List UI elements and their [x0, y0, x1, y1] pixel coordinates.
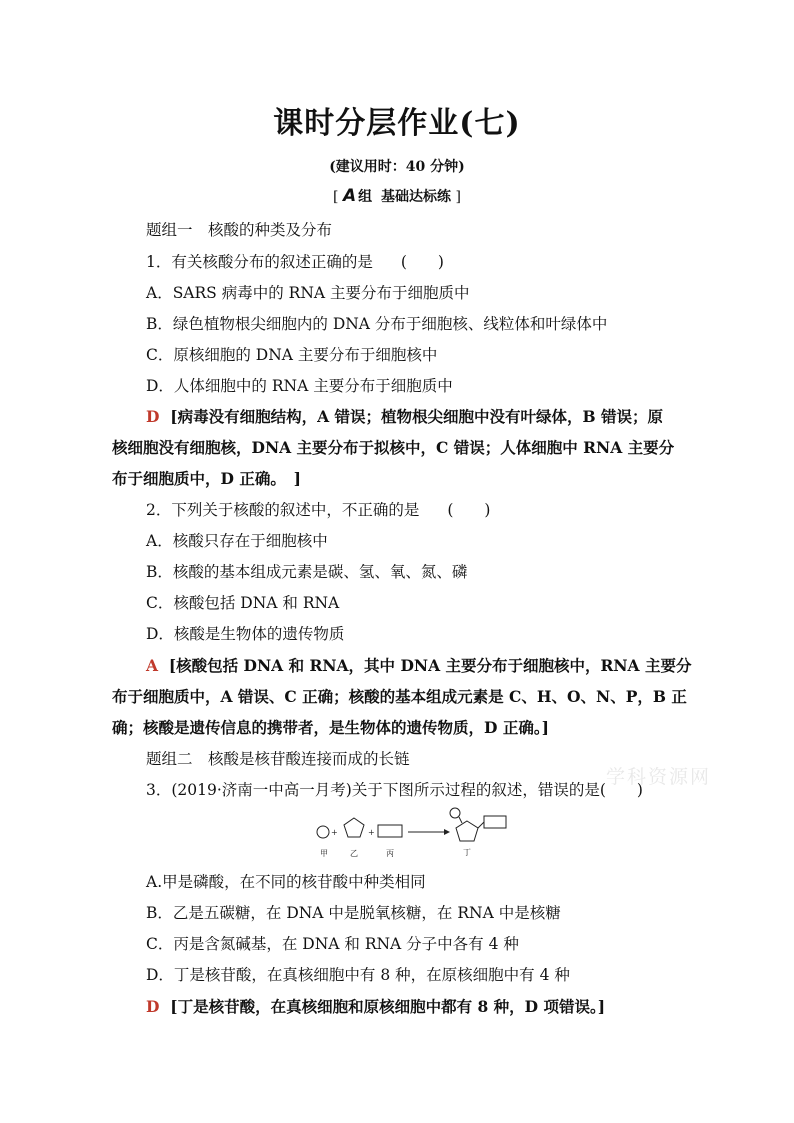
answer-2-line-1 [146, 654, 720, 676]
answer-1-line-3: 布于细胞质中，D 正确。 ] [112, 469, 301, 488]
answer-paren: ( ) [400, 253, 444, 271]
question-stem-text: 2．下列关于核酸的叙述中，不正确的是 [146, 501, 420, 519]
answer-2-line-2: 布于细胞质中，A 错误、C 正确；核酸的基本组成元素是 C、H、O、N、P，B 正 [112, 687, 687, 706]
phosphate-circle [317, 826, 329, 838]
answer-2-line-3: 确；核酸是遗传信息的携带者，是生物体的遗传物质，D 正确。] [112, 718, 549, 737]
question-stem-text: 1．有关核酸分布的叙述正确的是 [146, 253, 373, 271]
label-jia: 甲 [320, 849, 328, 858]
answer-letter: A [146, 656, 159, 675]
nucleotide-diagram [312, 806, 512, 866]
answer-1-line-2: 核细胞没有细胞核，DNA 主要分布于拟核中，C 错误；人体细胞中 RNA 主要分 [112, 438, 675, 457]
base-rectangle [378, 825, 402, 837]
watermark: 学科资源网 [606, 766, 712, 788]
answer-paren: ( ) [447, 501, 491, 519]
group-banner [0, 186, 794, 206]
answer-text: [核酸包括 DNA 和 RNA，其中 DNA 主要分布于细胞核中，RNA 主要分 [168, 656, 692, 675]
section-heading-2: 题组二 核酸是核苷酸连接而成的长链 [146, 750, 410, 768]
plus-sign: + [368, 828, 375, 837]
question-3-option-a: A.甲是磷酸，在不同的核苷酸中种类相同 [146, 873, 426, 891]
product-phosphate-circle [450, 808, 460, 818]
answer-text: [病毒没有细胞结构，A 错误；植物根尖细胞中没有叶绿体，B 错误；原 [170, 407, 664, 426]
question-1-option-c: C．原核细胞的 DNA 主要分布于细胞核中 [146, 346, 438, 364]
product-bond-2 [478, 822, 484, 828]
question-2-option-d: D．核酸是生物体的遗传物质 [146, 625, 345, 643]
section-heading-1: 题组一 核酸的种类及分布 [146, 221, 333, 239]
product-bond-1 [459, 817, 462, 823]
answer-letter: D [146, 997, 160, 1016]
product-pentose [456, 821, 478, 841]
answer-3-line-1 [146, 995, 720, 1017]
question-1-option-d: D．人体细胞中的 RNA 主要分布于细胞质中 [146, 377, 453, 395]
label-ding: 丁 [463, 848, 471, 857]
product-base [484, 816, 506, 828]
question-3-option-c: C．丙是含氮碱基，在 DNA 和 RNA 分子中各有 4 种 [146, 935, 519, 953]
question-1-option-b: B．绿色植物根尖细胞内的 DNA 分布于细胞核、线粒体和叶绿体中 [146, 315, 608, 333]
banner-open-bracket: [ [333, 189, 339, 205]
arrow-head [444, 829, 450, 835]
pentose-pentagon [344, 818, 364, 837]
group-a-mark: A [342, 186, 357, 206]
answer-letter: D [146, 407, 160, 426]
label-yi: 乙 [350, 849, 358, 858]
question-2-option-c: C．核酸包括 DNA 和 RNA [146, 594, 340, 612]
plus-sign: + [331, 828, 338, 837]
question-2-option-a: A．核酸只存在于细胞核中 [146, 532, 328, 550]
label-bing: 丙 [386, 849, 394, 858]
question-1-stem [146, 250, 444, 272]
answer-1-line-1 [146, 405, 720, 427]
question-3-option-d: D．丁是核苷酸，在真核细胞中有 8 种，在原核细胞中有 4 种 [146, 966, 570, 984]
banner-close-bracket: ] [455, 189, 461, 205]
group-name: 基础达标练 [381, 189, 452, 205]
question-3-option-b: B．乙是五碳糖，在 DNA 中是脱氧核糖，在 RNA 中是核糖 [146, 904, 561, 922]
suggested-time: (建议用时：40 分钟) [329, 159, 465, 175]
question-2-stem [146, 498, 490, 520]
question-3-stem: 3．(2019·济南一中高一月考)关于下图所示过程的叙述，错误的是( ) [146, 781, 643, 799]
group-label: 组 [358, 189, 373, 205]
question-2-option-b: B．核酸的基本组成元素是碳、氢、氧、氮、磷 [146, 563, 468, 581]
question-1-option-a: A．SARS 病毒中的 RNA 主要分布于细胞质中 [146, 284, 470, 302]
page-title: 课时分层作业(七) [273, 106, 521, 141]
answer-text: [丁是核苷酸，在真核细胞和原核细胞中都有 8 种，D 项错误。] [170, 997, 606, 1016]
